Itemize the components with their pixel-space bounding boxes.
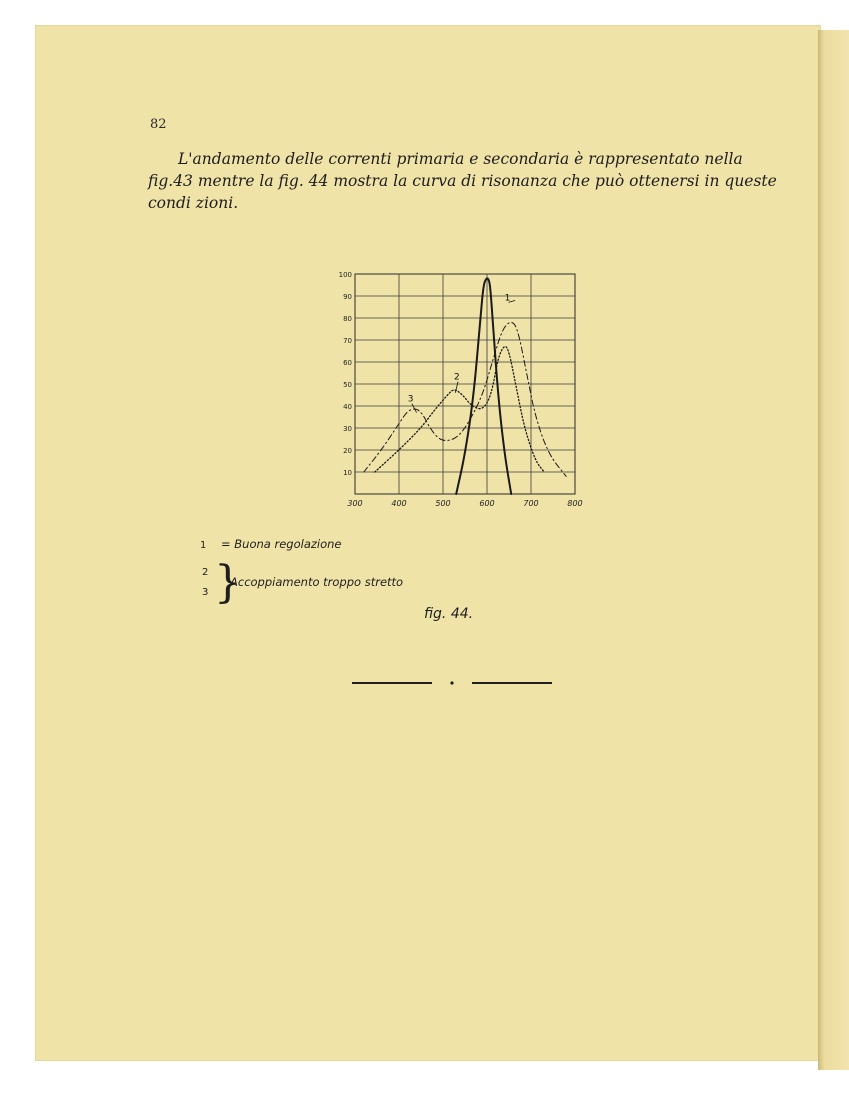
curve-3-label-leader <box>412 404 417 413</box>
figure-caption: fig. 44. <box>424 606 474 622</box>
x-tick-label: 700 <box>523 499 539 508</box>
series-1-line <box>456 278 511 494</box>
y-tick-label: 30 <box>343 425 352 433</box>
x-tick-label: 600 <box>479 499 495 508</box>
curve-1-label: 1 <box>504 293 511 304</box>
x-tick-label: 800 <box>567 499 583 508</box>
y-tick-label: 100 <box>338 271 352 279</box>
y-tick-label: 40 <box>343 403 352 411</box>
chart-legend <box>200 537 500 607</box>
curve-2-label: 2 <box>454 372 460 383</box>
body-paragraph: L'andamento delle correnti primaria e secondaria è rappresentato nella fig.43 mentre la fig. 44 mostra la curva di risonanza che può ottenersi in queste condi zioni. <box>148 150 777 212</box>
y-tick-labels <box>339 271 352 477</box>
legend-item-1 <box>200 537 342 551</box>
page-number: 82 <box>150 117 167 132</box>
x-tick-label: 300 <box>347 499 363 508</box>
legend-text-1: = Buona regolazione <box>221 537 342 551</box>
legend-text-2-3: Accoppiamento troppo stretto <box>230 575 404 589</box>
resonance-chart <box>330 265 600 525</box>
y-tick-label: 10 <box>343 469 352 477</box>
y-tick-label: 70 <box>343 337 352 345</box>
legend-number-3: 3 <box>202 587 209 598</box>
curve-2-label-leader <box>455 382 458 393</box>
y-tick-label: 60 <box>343 359 352 367</box>
legend-number-1: 1 <box>200 540 207 551</box>
curve-3-label: 3 <box>407 394 414 405</box>
x-tick-labels <box>347 499 582 508</box>
adjacent-page-edge <box>818 30 849 1070</box>
legend-number-2: 2 <box>202 567 209 578</box>
y-tick-label: 20 <box>343 447 352 455</box>
chart-curves <box>364 278 566 494</box>
section-divider <box>352 676 552 690</box>
x-tick-label: 400 <box>391 499 407 508</box>
legend-brace: } <box>214 557 242 608</box>
x-tick-label: 500 <box>435 499 451 508</box>
y-tick-label: 90 <box>343 293 352 301</box>
y-tick-label: 80 <box>343 315 352 323</box>
chart-grid <box>355 274 575 494</box>
series-2-line <box>375 347 544 472</box>
y-tick-label: 50 <box>343 381 352 389</box>
